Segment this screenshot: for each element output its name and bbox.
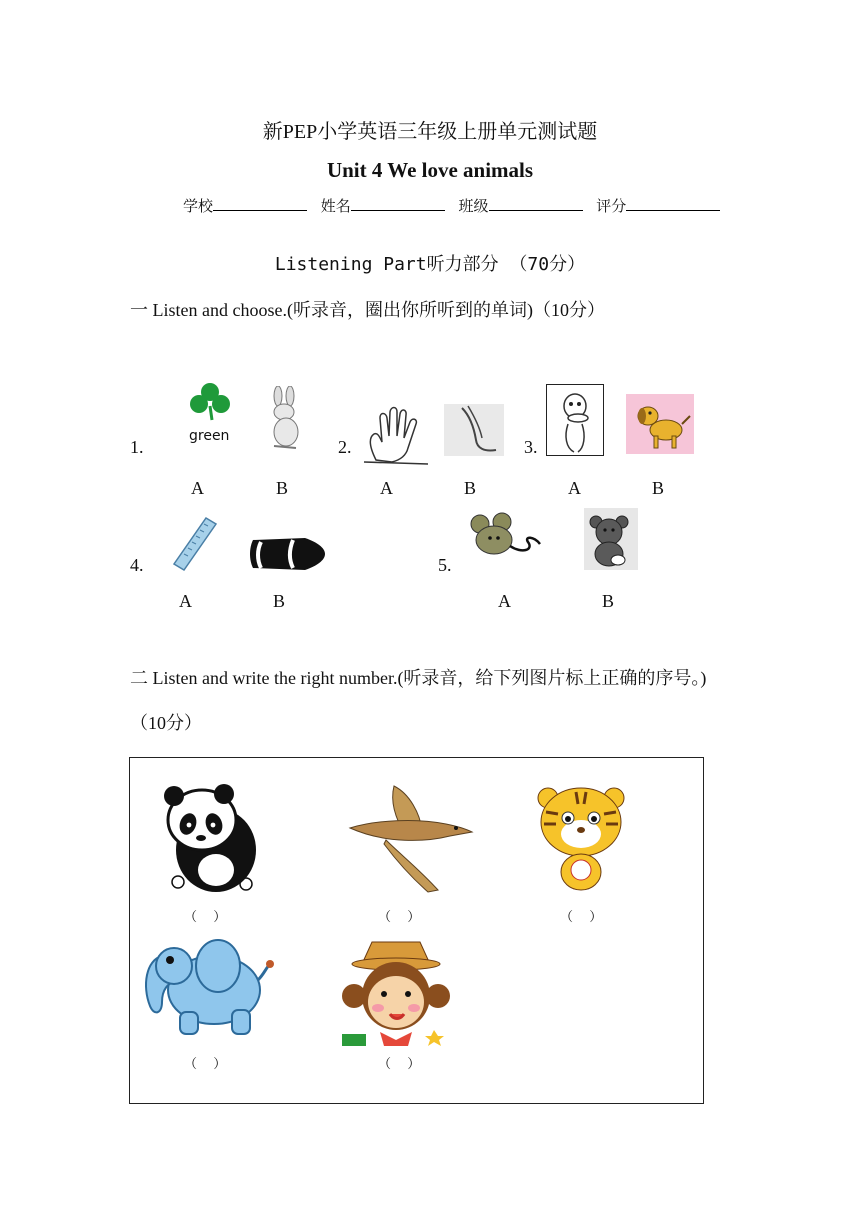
item2-b[interactable]: B [464,478,477,498]
unit-title: Unit 4 We love animals [326,158,534,182]
monkey-icon[interactable] [342,936,450,1046]
section2-instruction: 二 Listen and write the right number.(听录音，给下列图片标上正确的序号。)（10分） [130,668,707,733]
ruler-icon[interactable] [170,516,218,572]
item3-b[interactable]: B [652,478,665,498]
item5-a[interactable]: A [498,591,511,611]
panda-icon[interactable] [158,778,258,894]
listening-part-title: Listening Part听力部分 （70分） [274,254,586,275]
bear-icon[interactable] [584,508,638,570]
score-blank[interactable] [626,196,720,211]
mouse-icon[interactable] [468,510,542,562]
class-blank[interactable] [489,196,583,211]
rabbit-icon[interactable] [262,386,310,452]
section1-instruction: 一 Listen and choose.(听录音，圈出你所听到的单词)（10分） [130,300,605,320]
item2-a[interactable]: A [380,478,393,498]
elephant-icon[interactable] [140,930,274,1042]
hand-icon[interactable] [362,404,430,466]
page-title: 新PEP小学英语三年级上册单元测试题 [262,121,598,143]
dog-icon[interactable] [626,394,694,454]
item2-number: 2. [338,437,352,457]
student-info-row [183,195,730,216]
item4-a[interactable]: A [179,591,192,611]
name-label: 姓名 [320,199,351,215]
elephant-answer[interactable]: （ ） [184,1056,227,1071]
item3-a[interactable]: A [568,478,581,498]
duck-icon[interactable] [546,384,604,456]
item5-number: 5. [438,555,452,575]
item3-number: 3. [524,437,538,457]
arm-icon[interactable] [444,404,504,456]
score-label: 评分 [596,199,627,215]
name-blank[interactable] [351,196,445,211]
bird-answer[interactable]: （ ） [378,909,421,924]
tiger-icon[interactable] [536,782,626,894]
class-label: 班级 [458,199,489,215]
school-label: 学校 [183,199,214,215]
crayon-icon[interactable] [247,534,327,574]
green-word: green [189,428,230,444]
monkey-answer[interactable]: （ ） [378,1056,421,1071]
item5-b[interactable]: B [602,591,615,611]
item1-number: 1. [130,437,144,457]
item1-a[interactable]: A [191,478,204,498]
tiger-answer[interactable]: （ ） [560,909,603,924]
panda-answer[interactable]: （ ） [184,909,227,924]
bird-icon[interactable] [346,784,474,894]
item4-number: 4. [130,555,144,575]
school-blank[interactable] [213,196,307,211]
item4-b[interactable]: B [273,591,286,611]
item1-b[interactable]: B [276,478,289,498]
